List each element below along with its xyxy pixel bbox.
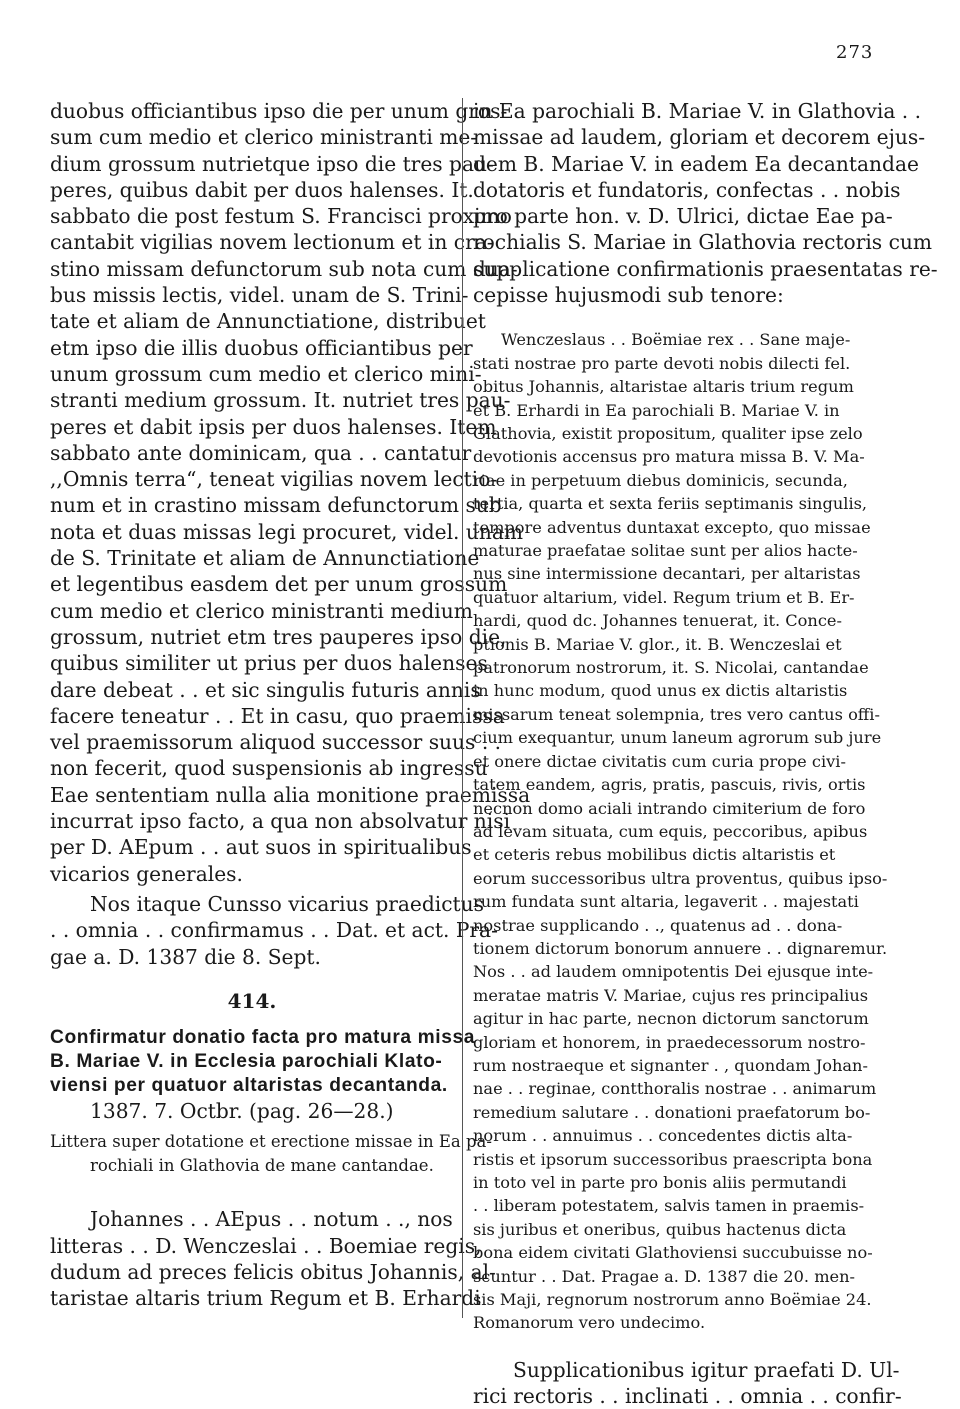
text-line: tatem eandem, agris, pratis, pascuis, rivis, ortis <box>473 775 866 795</box>
text-line: . . liberam potestatem, salvis tamen in praemis- <box>473 1196 865 1216</box>
text-line: necnon domo aciali intrando cimiterium de foro <box>473 798 866 818</box>
text-line: tionem dictorum bonorum annuere . . dignaremur. <box>473 938 888 958</box>
text-line: num et in crastino missam defunctorum sub <box>50 493 502 518</box>
text-line: Johannes . . AEpus . . notum . ., nos <box>90 1207 453 1232</box>
column-divider <box>462 98 463 1318</box>
text-line: devotionis accensus pro matura missa B. V. Ma- <box>473 447 865 467</box>
text-line: quibus similiter ut prius per duos halenses <box>50 651 488 676</box>
section-heading <box>50 1026 476 1098</box>
text-line: agitur in hac parte, necnon dictorum sanctorum <box>473 1009 869 1029</box>
text-line: eorum successoribus ultra proventus, quibus ipso- <box>473 868 888 888</box>
summary <box>50 1130 492 1178</box>
text-line: obitus Johannis, altaristae altaris trium regum <box>473 377 854 397</box>
text-line: nostrae supplicando . ., quatenus ad . . dona- <box>473 915 843 935</box>
text-line: tertia, quarta et sexta feriis septimanis singulis, <box>473 494 868 514</box>
text-line: ptionis B. Mariae V. glor., it. B. Wenczeslai et <box>473 634 842 654</box>
text-line: dium grossum nutrietque ipso die tres pau- <box>50 151 494 176</box>
text-line: riae in perpetuum diebus dominicis, secunda, <box>473 470 848 490</box>
right-column <box>473 98 938 1409</box>
text-line: tate et aliam de Annunctiatione, distribuet <box>50 309 486 334</box>
text-line: rum fundata sunt altaria, legaverit . . majestati <box>473 892 859 912</box>
text-line: supplicatione confirmationis praesentatas re- <box>473 256 938 281</box>
text-line: missae ad laudem, gloriam et decorem ejus- <box>473 125 926 150</box>
text-line: dare debeat . . et sic singulis futuris annis <box>50 677 481 702</box>
text-line: Wenczeslaus . . Boëmiae rex . . Sane maje- <box>501 330 851 350</box>
text-line: dotatoris et fundatoris, confectas . . nobis <box>473 177 901 202</box>
text-line: quatuor altarium, videl. Regum trium et B. Er- <box>473 587 855 607</box>
text-line: patronorum nostrorum, it. S. Nicolai, cantandae <box>473 658 869 678</box>
text-line: rum nostraeque et signanter . , quondam Johan- <box>473 1055 868 1075</box>
text-line: nota et duas missas legi procuret, videl. unam <box>50 519 524 544</box>
text-line: unum grossum cum medio et clerico mini- <box>50 361 482 386</box>
text-line: et B. Erhardi in Ea parochiali B. Mariae V. in <box>473 400 840 420</box>
text-line: sabbato ante dominicam, qua . . cantatur <box>50 440 472 465</box>
text-line: nae . . reginae, contthoralis nostrae . . animarum <box>473 1079 877 1099</box>
text-line: cum medio et clerico ministranti medium <box>50 598 473 623</box>
text-line: incurrat ipso facto, a qua non absolvatur nisi <box>50 809 511 834</box>
quoted-charter <box>473 328 888 1334</box>
summary-line: Littera super dotatione et erectione missae in Ea pa- <box>50 1132 492 1152</box>
text-line: gloriam et honorem, in praedecessorum nostro- <box>473 1032 866 1052</box>
text-line: . . omnia . . confirmamus . . Dat. et act. Pra- <box>50 918 498 943</box>
text-line: Supplicationibus igitur praefati D. Ul- <box>513 1357 900 1382</box>
heading-line: viensi per quatuor altaristas decantanda. <box>50 1075 448 1097</box>
text-line: grossum, nutriet etm tres pauperes ipso die, <box>50 624 507 649</box>
text-line: maturae praefatae solitae sunt per alios hacte- <box>473 541 858 561</box>
text-line: vicarios generales. <box>50 861 243 886</box>
text-line: rici rectoris . . inclinati . . omnia . . confir- <box>473 1384 902 1409</box>
text-line: et onere dictae civitatis cum curia prope civi- <box>473 751 846 771</box>
text-line: tempore adventus duntaxat excepto, quo missae <box>473 517 871 537</box>
text-line: stranti medium grossum. It. nutriet tres pau- <box>50 388 511 413</box>
text-line: et legentibus easdem det per unum grossum <box>50 572 508 597</box>
text-line: missarum teneat solempnia, tres vero cantus offi- <box>473 704 880 724</box>
text-line: peres et dabit ipsis per duos halenses. Item <box>50 414 497 439</box>
text-line: ad levam situata, cum equis, peccoribus, apibus <box>473 821 868 841</box>
text-line: taristae altaris trium Regum et B. Erhardi <box>50 1286 481 1311</box>
text-line: litteras . . D. Wenczeslai . . Boemiae regis, <box>50 1233 482 1258</box>
text-line: sabbato die post festum S. Francisci proximo <box>50 204 512 229</box>
left-text-block-3 <box>50 1206 496 1311</box>
text-line: facere teneatur . . Et in casu, quo praemissa <box>50 703 505 728</box>
text-line: hardi, quod dc. Johannes tenuerat, it. Conce- <box>473 611 842 631</box>
text-line: rochialis S. Mariae in Glathovia rectoris cum <box>473 230 933 255</box>
text-line: pro parte hon. v. D. Ulrici, dictae Eae pa- <box>473 204 893 229</box>
text-line: non fecerit, quod suspensionis ab ingressu <box>50 756 488 781</box>
text-line: etm ipso die illis duobus officiantibus per <box>50 335 473 360</box>
text-line: in Ea parochiali B. Mariae V. in Glathovia . . <box>473 99 922 123</box>
right-text-block-1 <box>473 98 938 308</box>
text-line: duobus officiantibus ipso die per unum gros- <box>50 99 508 123</box>
text-line: sis juribus et oneribus, quibus hactenus dicta <box>473 1219 847 1239</box>
text-line: Glathovia, existit propositum, qualiter ipse zelo <box>473 424 863 443</box>
text-line: nus sine intermissione decantari, per altaristas <box>473 564 861 584</box>
left-text-block-1 <box>50 98 531 887</box>
text-line: cepisse hujusmodi sub tenore: <box>473 283 784 308</box>
date-line: 1387. 7. Octbr. (pag. 26—28.) <box>90 1099 394 1124</box>
page-number: 273 <box>836 42 874 63</box>
heading-line: B. Mariae V. in Ecclesia parochiali Klato- <box>50 1051 443 1073</box>
text-line: per D. AEpum . . aut suos in spiritualibus <box>50 835 472 860</box>
text-line: stati nostrae pro parte devoti nobis dilecti fel. <box>473 353 851 373</box>
document-number: 414. <box>227 988 277 1013</box>
text-line: ristis et ipsorum successoribus praescripta bona <box>473 1149 873 1169</box>
text-line: remedium salutare . . donationi praefatorum bo- <box>473 1102 871 1122</box>
heading-line: Confirmatur donatio facta pro matura missa <box>50 1027 476 1049</box>
text-line: et ceteris rebus mobilibus dictis altaristis et <box>473 845 836 865</box>
text-line: in toto vel in parte pro bonis aliis permutandi <box>473 1173 847 1192</box>
text-line: bona eidem civitati Glathoviensi succubuisse no- <box>473 1243 873 1263</box>
text-line: vel praemissorum aliquod successor suus . . <box>50 730 502 755</box>
left-text-block-2 <box>50 891 498 970</box>
text-line: cium exequantur, unum laneum agrorum sub jure <box>473 728 882 748</box>
text-line: Nos itaque Cunsso vicarius praedictus <box>90 891 485 916</box>
text-line: ,,Omnis terra“, teneat vigilias novem lectio- <box>50 467 498 492</box>
text-line: peres, quibus dabit per duos halenses. It. <box>50 177 474 202</box>
text-line: dudum ad preces felicis obitus Johannis, al- <box>50 1259 496 1284</box>
text-line: in hunc modum, quod unus ex dictis altaristis <box>473 681 848 701</box>
text-line: bus missis lectis, videl. unam de S. Trini- <box>50 283 469 308</box>
text-line: scuntur . . Dat. Pragae a. D. 1387 die 20. men- <box>473 1266 856 1286</box>
text-line: Nos . . ad laudem omnipotentis Dei ejusque inte- <box>473 962 874 982</box>
text-line: sis Maji, regnorum nostrorum anno Boëmiae 24. <box>473 1290 872 1310</box>
text-line: cantabit vigilias novem lectionum et in cra- <box>50 230 494 255</box>
text-line: gae a. D. 1387 die 8. Sept. <box>50 944 321 969</box>
text-line: meratae matris V. Mariae, cujus res principalius <box>473 985 869 1005</box>
text-line: dem B. Mariae V. in eadem Ea decantandae <box>473 151 919 176</box>
summary-line: rochiali in Glathovia de mane cantandae. <box>90 1156 434 1176</box>
text-line: norum . . annuimus . . concedentes dictis alta- <box>473 1126 853 1146</box>
text-line: sum cum medio et clerico ministranti me- <box>50 125 478 150</box>
text-line: Romanorum vero undecimo. <box>473 1313 706 1333</box>
text-line: de S. Trinitate et aliam de Annunctiatione <box>50 546 480 571</box>
text-line: stino missam defunctorum sub nota cum dua- <box>50 256 518 281</box>
right-text-block-2 <box>473 1357 902 1409</box>
text-line: Eae sententiam nulla alia monitione praemissa <box>50 782 531 807</box>
left-column <box>50 98 531 1312</box>
